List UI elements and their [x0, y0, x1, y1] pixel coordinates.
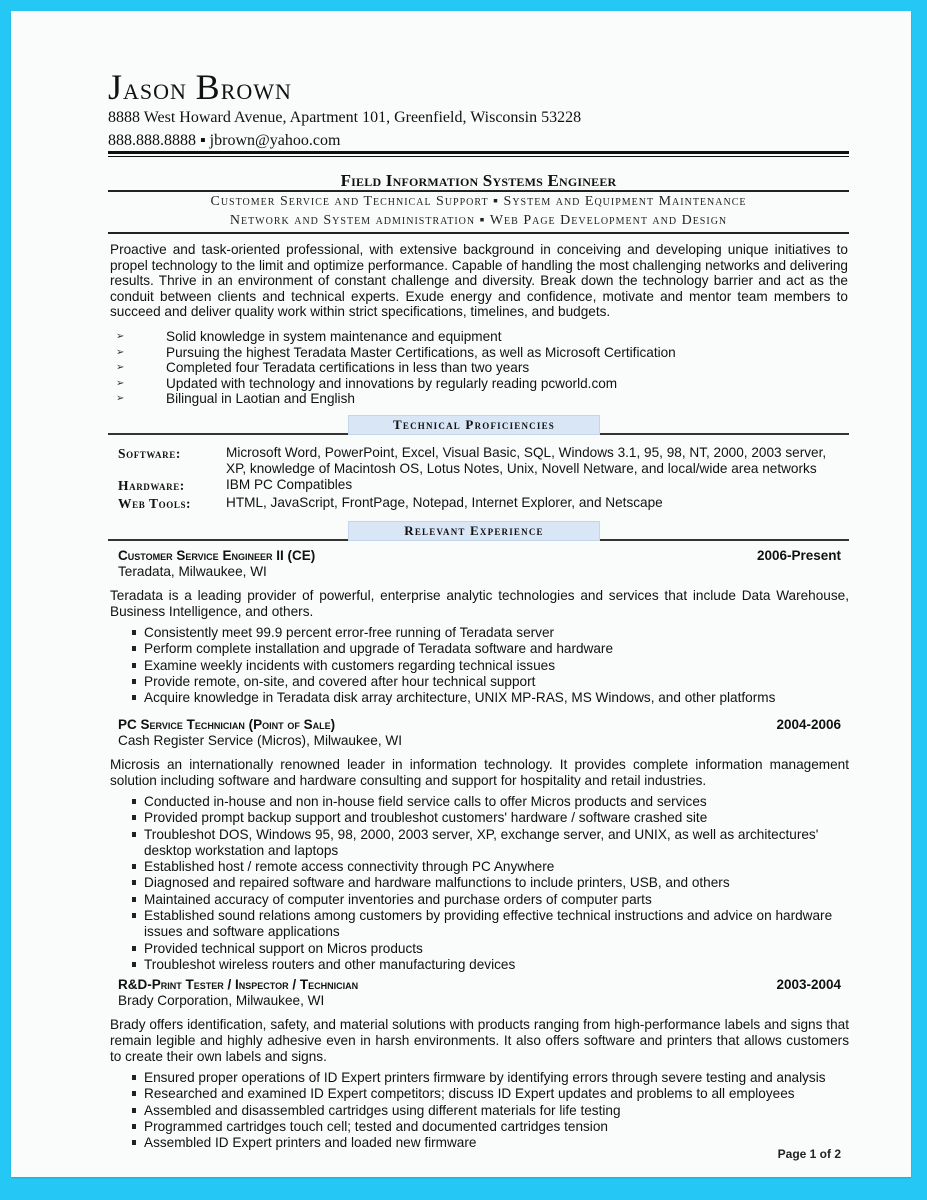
job-description: Teradata is a leading provider of powerful, enterprise analytic technologies and services that include Data Warehouse, Business Intelligence, and others. — [110, 588, 849, 619]
experience-entry — [108, 977, 849, 1151]
experience-entry — [108, 548, 849, 706]
name-initial: J — [108, 67, 124, 107]
job-header — [108, 548, 849, 564]
title-divider-bottom — [108, 232, 849, 234]
arrow-bullet-icon: ➢ — [116, 377, 125, 389]
resume-page — [11, 11, 911, 1177]
proficiency-label: Web Tools: — [118, 496, 192, 511]
arrow-bullet-icon: ➢ — [116, 362, 125, 373]
arrow-bullet-icon: ➢ — [116, 331, 125, 342]
job-bullet: Examine weekly incidents with customers regarding technical issues — [108, 658, 849, 674]
job-bullet: Troubleshot wireless routers and other manufacturing devices — [108, 957, 849, 973]
job-bullet: Provide remote, on-site, and covered after hour technical support — [108, 674, 849, 690]
job-bullet: Diagnosed and repaired software and hardware malfunctions to include printers, USB, and others — [108, 875, 849, 891]
section-header-technical — [108, 415, 849, 435]
job-bullet: Established sound relations among customers by providing effective technical instructions and advice on hardware issues and software applications — [108, 908, 849, 941]
highlight-item — [116, 376, 676, 392]
job-bullet: Programmed cartridges touch cell; tested and documented cartridges tension — [108, 1119, 849, 1135]
highlight-text: Updated with technology and innovations by regularly reading pcworld.com — [166, 375, 618, 391]
job-bullet: Researched and examined ID Expert competitors; discuss ID Expert updates and problems to all employees — [108, 1086, 849, 1102]
job-header — [108, 717, 849, 733]
arrow-bullet-icon: ➢ — [116, 393, 125, 404]
job-bullet: Maintained accuracy of computer inventories and purchase orders of computer parts — [108, 892, 849, 908]
surname-rest: rown — [220, 71, 292, 106]
proficiency-value: HTML, JavaScript, FrontPage, Notepad, Internet Explorer, and Netscape — [226, 495, 663, 510]
proficiency-label: Hardware: — [118, 478, 185, 493]
job-dates: 2003-2004 — [776, 977, 841, 992]
job-bullet: Consistently meet 99.9 percent error-free running of Teradata server — [108, 625, 849, 641]
highlight-text: Bilingual in Laotian and English — [166, 391, 355, 406]
highlight-item — [116, 329, 676, 345]
job-dates: 2004-2006 — [776, 717, 841, 732]
candidate-name — [108, 66, 292, 108]
name-rest: ason — [123, 71, 187, 106]
job-dates: 2006-Present — [756, 548, 841, 563]
tagline-2: Network and System administration ▪ Web Page Development and Design — [229, 213, 728, 228]
address: 8888 West Howard Avenue, Apartment 101, Greenfield, Wisconsin 53228 — [108, 109, 582, 126]
phone: 888.888.8888 — [108, 132, 196, 149]
highlight-item — [116, 345, 676, 361]
surname-initial: B — [195, 67, 221, 107]
experience-entry — [108, 717, 849, 973]
job-role: PC Service Technician (Point of Sale) — [118, 717, 336, 732]
header-divider — [108, 151, 849, 157]
job-role: R&D-Print Tester / Inspector / Technician — [118, 977, 359, 992]
proficiency-value: IBM PC Compatibles — [226, 477, 353, 492]
job-company: Cash Register Service (Micros), Milwaukee, WI — [118, 733, 403, 748]
job-bullet: Assembled ID Expert printers and loaded new firmware — [108, 1135, 849, 1151]
highlight-text: Pursuing the highest Teradata Master Certifications, as well as Microsoft Certification — [166, 344, 676, 360]
job-bullet: Provided prompt backup support and troubleshot customers' hardware / software crashed site — [108, 810, 849, 826]
job-bullet: Assembled and disassembled cartridges using different materials for life testing — [108, 1103, 849, 1119]
job-bullet: Acquire knowledge in Teradata disk array architecture, UNIX MP-RAS, MS Windows, and other platforms — [108, 690, 849, 706]
highlight-item — [116, 360, 676, 376]
proficiency-value: Microsoft Word, PowerPoint, Excel, Visual Basic, SQL, Windows 3.1, 95, 98, NT, 2000, 2003 server, XP, knowledge of Macintosh OS, Lotus Notes, Unix, Novell Netware, and local/wide area networks — [226, 445, 827, 476]
page-indicator: Page 1 of 2 — [777, 1147, 841, 1161]
highlight-text: Completed four Teradata certifications in less than two years — [166, 360, 530, 375]
highlights-list — [116, 329, 676, 407]
highlight-text: Solid knowledge in system maintenance and equipment — [166, 329, 502, 344]
job-role: Customer Service Engineer II (CE) — [118, 548, 316, 563]
job-bullet: Ensured proper operations of ID Expert printers firmware by identifying errors through severe testing and analysis — [108, 1070, 849, 1086]
proficiency-label: Software: — [118, 446, 181, 461]
email-link[interactable]: jbrown@yahoo.com — [209, 132, 341, 149]
arrow-bullet-icon: ➢ — [116, 346, 125, 358]
highlight-item — [116, 391, 676, 407]
job-bullets — [108, 625, 849, 706]
job-company: Brady Corporation, Milwaukee, WI — [118, 993, 325, 1008]
job-bullet: Provided technical support on Micros products — [108, 941, 849, 957]
job-company: Teradata, Milwaukee, WI — [118, 564, 267, 579]
job-bullet: Perform complete installation and upgrade of Teradata software and hardware — [108, 641, 849, 657]
job-title: Field Information Systems Engineer — [340, 171, 617, 190]
job-header — [108, 977, 849, 993]
job-bullet: Established host / remote access connectivity through PC Anywhere — [108, 859, 849, 875]
job-bullet: Troubleshot DOS, Windows 95, 98, 2000, 2003 server, XP, exchange server, and UNIX, as well as architectures' desktop workstation and laptops — [108, 827, 849, 860]
job-description: Microsis an internationally renowned leader in information technology. It provides complete information management solution including software and hardware consulting and support for hospitality and retail industries. — [110, 757, 849, 788]
job-bullets — [108, 794, 849, 973]
section-header-experience — [108, 521, 849, 541]
summary-paragraph: Proactive and task-oriented professional, with extensive background in conceiving and developing unique initiatives to propel technology to the limit and optimize performance. Capable of handling the most challenging networks and delivering results. Thrive in an environment of constant challenge and diversity. Break down the technology barrier and act as the conduit between clients and technical experts. Exude energy and confidence, motivate and mentor team members to succeed and deliver quality work within strict specifications, timelines, and budgets. — [110, 242, 848, 319]
job-bullet: Conducted in-house and non in-house field service calls to offer Micros products and services — [108, 794, 849, 810]
tagline-1: Customer Service and Technical Support ▪ System and Equipment Maintenance — [210, 194, 747, 209]
job-description: Brady offers identification, safety, and material solutions with products ranging from high-performance labels and signs that remain legible and highly adhesive even in harsh environments. It also offers software and printers that allows customers to create their own labels and signs. — [110, 1017, 849, 1064]
separator-icon: ▪ — [200, 132, 206, 149]
section-title: Technical Proficiencies — [348, 415, 600, 435]
section-title: Relevant Experience — [348, 521, 600, 541]
title-divider-top — [108, 190, 849, 192]
job-bullets — [108, 1070, 849, 1151]
contact-line — [108, 132, 340, 150]
